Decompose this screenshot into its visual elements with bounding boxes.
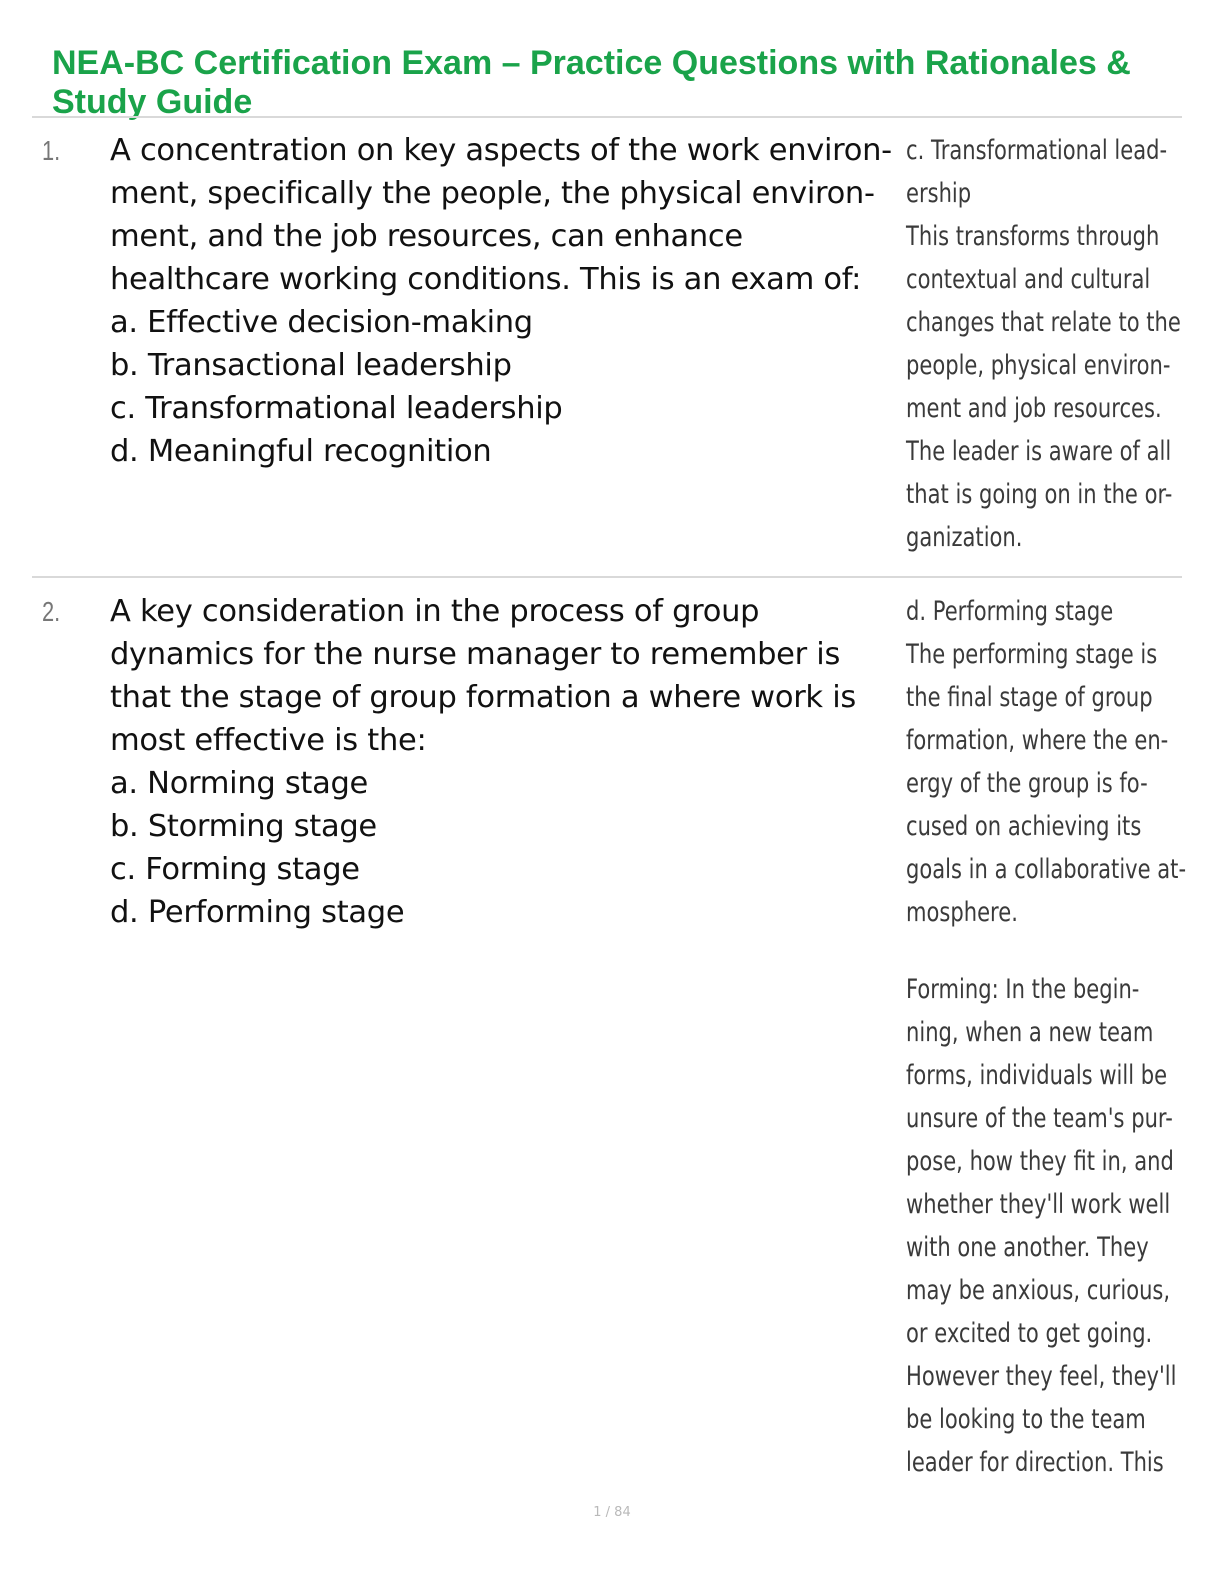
answer-line: Forming: In the begin- [906, 974, 1140, 1005]
answer-line: goals in a collaborative at- [906, 854, 1187, 885]
answer-line: The performing stage is [906, 639, 1158, 670]
answer-line: ning, when a new team [906, 1017, 1154, 1048]
answer-line: d. Performing stage [906, 596, 1114, 627]
option-b: b. Transactional leadership [110, 348, 512, 383]
answer-line: may be anxious, curious, [906, 1275, 1171, 1306]
question-number: 1. [42, 135, 61, 166]
answer-line: pose, how they fit in, and [906, 1146, 1174, 1177]
answer-line: The leader is aware of all [906, 436, 1172, 467]
option-b: b. Storming stage [110, 809, 377, 844]
title-divider [32, 116, 1182, 118]
answer-line: leader for direction. This [906, 1447, 1164, 1478]
option-d: d. Performing stage [110, 895, 405, 930]
option-c: c. Forming stage [110, 852, 360, 887]
page-indicator: 1 / 84 [593, 1505, 631, 1520]
option-c: c. Transformational leadership [110, 391, 563, 426]
answer-rationale [906, 129, 1181, 559]
answer-line: people, physical environ- [906, 350, 1171, 381]
answer-line: that is going on in the or- [906, 479, 1173, 510]
answer-line: This transforms through [906, 221, 1160, 252]
option-a: a. Effective decision-making [110, 305, 533, 340]
answer-line: or excited to get going. [906, 1318, 1153, 1349]
answer-rationale [906, 590, 1187, 1484]
answer-line: changes that relate to the [906, 307, 1181, 338]
question-body [110, 129, 900, 473]
answer-line: mosphere. [906, 897, 1018, 928]
paragraph-gap [906, 934, 1163, 968]
answer-line: contextual and cultural [906, 264, 1151, 295]
answer-line: be looking to the team [906, 1404, 1146, 1435]
answer-line: c. Transformational lead- [906, 135, 1168, 166]
answer-line: whether they'll work well [906, 1189, 1171, 1220]
answer-line: However they feel, they'll [906, 1361, 1177, 1392]
answer-line: ership [906, 178, 972, 209]
question-stem: A concentration on key aspects of the work environ-ment, specifically the people, the physical environ-ment, and the job resources, can enhance healthcare working conditions. This is an exam of: [110, 133, 892, 297]
answer-line: ganization. [906, 522, 1023, 553]
question-body [110, 590, 900, 934]
question-divider [32, 576, 1182, 578]
answer-line: ment and job resources. [906, 393, 1162, 424]
answer-line: formation, where the en- [906, 725, 1169, 756]
answer-line: forms, individuals will be [906, 1060, 1168, 1091]
answer-line: the final stage of group [906, 682, 1153, 713]
document-title: NEA-BC Certification Exam – Practice Questions with Rationales & Study Guide [52, 44, 1131, 121]
option-a: a. Norming stage [110, 766, 368, 801]
answer-line: unsure of the team's pur- [906, 1103, 1173, 1134]
answer-line: cused on achieving its [906, 811, 1142, 842]
answer-line: with one another. They [906, 1232, 1149, 1263]
question-stem: A key consideration in the process of group dynamics for the nurse manager to remember is that the stage of group formation a where work is most effective is the: [110, 594, 856, 758]
answer-line: ergy of the group is fo- [906, 768, 1148, 799]
question-number: 2. [42, 596, 61, 627]
option-d: d. Meaningful recognition [110, 434, 492, 469]
